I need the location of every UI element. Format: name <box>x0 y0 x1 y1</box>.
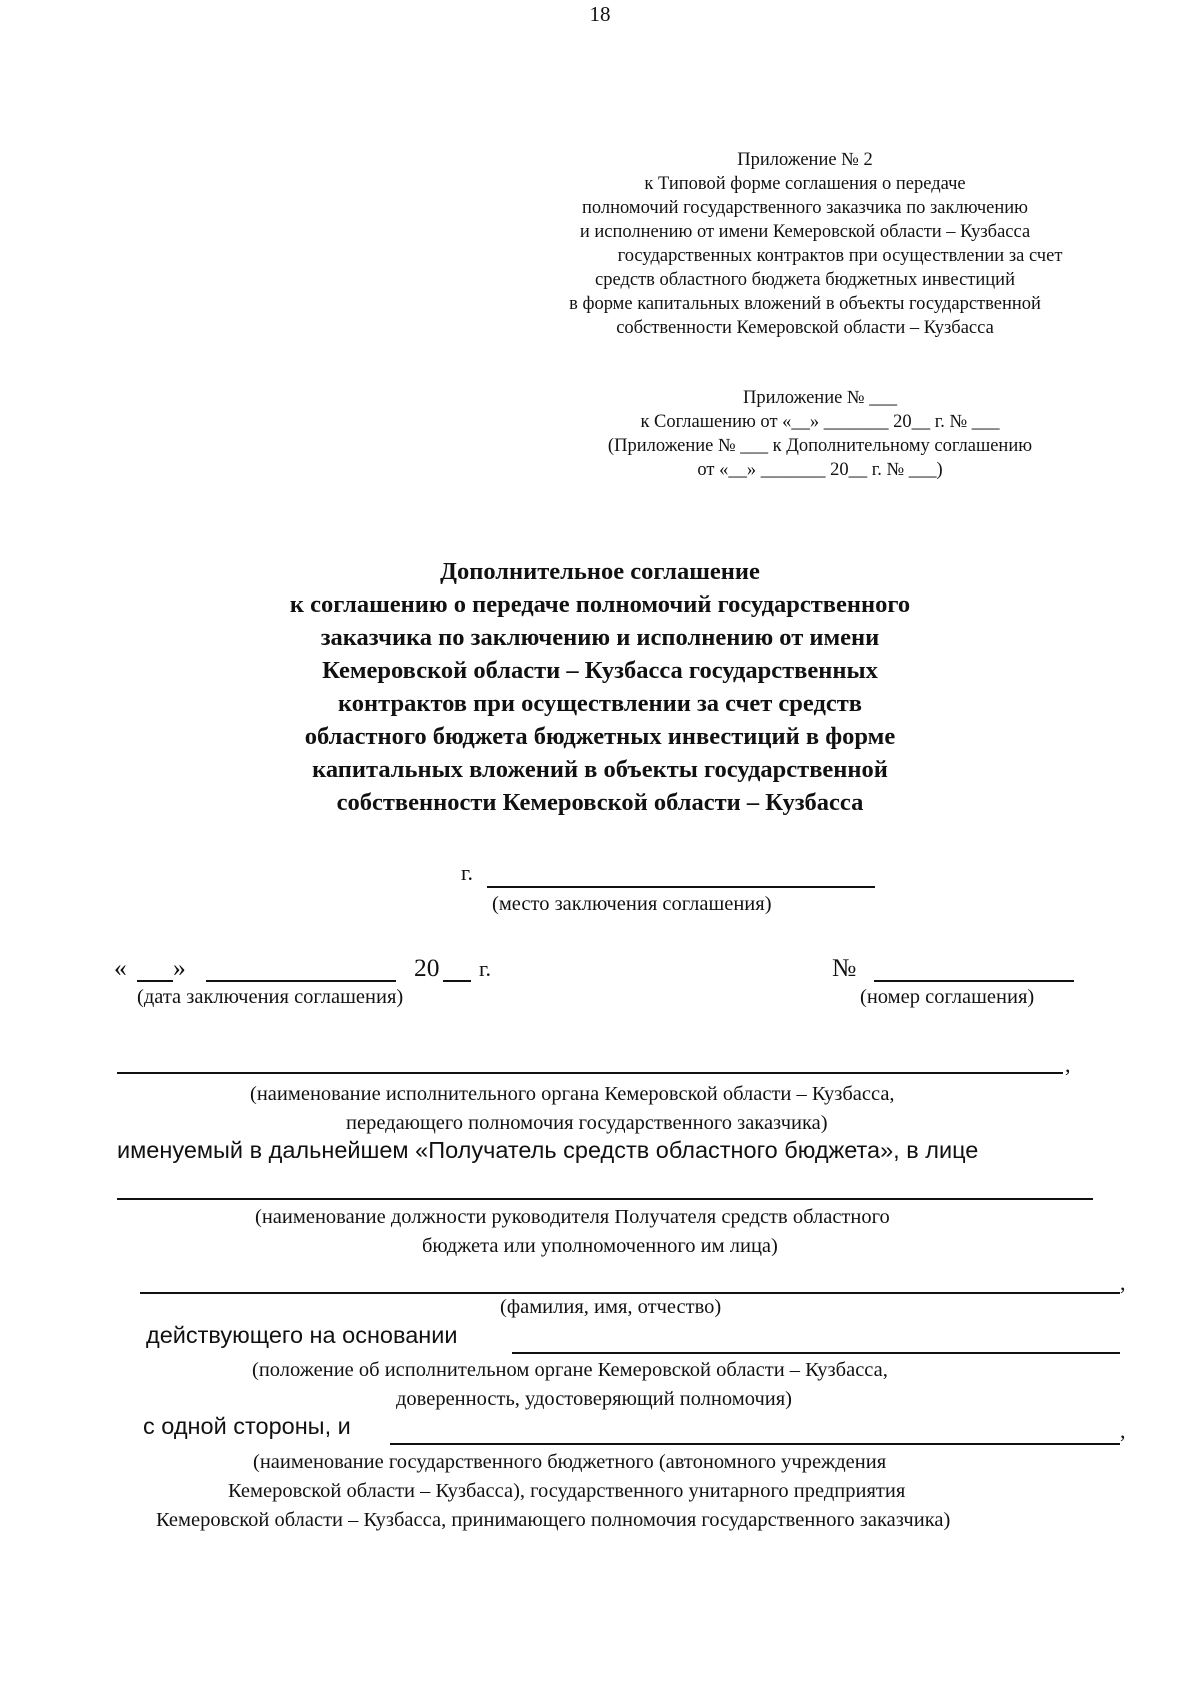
title-line: контрактов при осуществлении за счет средств <box>337 690 863 717</box>
appendix-line: полномочий государственного заказчика по заключению <box>582 198 1028 218</box>
title-line: заказчика по заключению и исполнению от имени <box>320 624 880 651</box>
number-label: № <box>832 953 857 982</box>
institution-comma: , <box>1120 1418 1126 1443</box>
org-name-comma: , <box>1065 1052 1071 1077</box>
appendix-line: к Типовой форме соглашения о передаче <box>644 174 966 194</box>
date-day-field[interactable] <box>137 956 173 982</box>
date-year-suffix: г. <box>479 956 492 981</box>
fio-caption: (фамилия, имя, отчество) <box>500 1296 722 1318</box>
agreement-appendix-line: от «__» _______ 20__ г. № ___) <box>697 460 943 480</box>
appendix-line: государственных контрактов при осуществлении за счет <box>617 246 1063 266</box>
appendix-header <box>520 148 1090 340</box>
place-caption: (место заключения соглашения) <box>492 893 772 915</box>
named-as-text: именуемый в дальнейшем «Получатель средств областного бюджета», в лице <box>117 1137 979 1163</box>
title-line: капитальных вложений в объекты государственной <box>312 756 888 783</box>
document-title <box>150 555 1050 819</box>
title-line: к соглашению о передаче полномочий государственного <box>289 591 911 618</box>
position-field[interactable] <box>117 1178 1093 1200</box>
acting-basis-label: действующего на основании <box>146 1322 458 1348</box>
agreement-appendix-line: к Соглашению от «__» _______ 20__ г. № ___ <box>640 412 1000 432</box>
position-caption-1: (наименование должности руководителя Получателя средств областного <box>255 1206 890 1228</box>
fio-comma: , <box>1120 1270 1126 1295</box>
title-line: Дополнительное соглашение <box>440 558 760 585</box>
number-caption: (номер соглашения) <box>860 986 1035 1008</box>
org-name-field[interactable] <box>117 1050 1063 1074</box>
org-caption-1: (наименование исполнительного органа Кемеровской области – Кузбасса, <box>250 1083 895 1105</box>
agreement-appendix-line: (Приложение № ___ к Дополнительному соглашению <box>607 436 1033 456</box>
org-caption-2: передающего полномочия государственного заказчика) <box>346 1112 828 1134</box>
date-caption: (дата заключения соглашения) <box>137 986 404 1008</box>
institution-field[interactable] <box>390 1421 1120 1445</box>
institution-caption-3: Кемеровской области – Кузбасса, принимающего полномочия государственного заказчика) <box>156 1509 951 1531</box>
appendix-line: и исполнению от имени Кемеровской области – Кузбасса <box>579 222 1031 242</box>
number-field[interactable] <box>874 956 1074 982</box>
page-number: 18 <box>589 2 611 26</box>
agreement-appendix <box>570 386 1070 482</box>
appendix-line: средств областного бюджета бюджетных инвестиций <box>595 270 1015 290</box>
date-month-field[interactable] <box>206 956 396 982</box>
title-line: собственности Кемеровской области – Кузбасса <box>336 789 864 816</box>
fio-field[interactable] <box>140 1272 1120 1294</box>
one-side-label: с одной стороны, и <box>143 1413 351 1439</box>
appendix-line: собственности Кемеровской области – Кузбасса <box>616 318 994 338</box>
agreement-appendix-line: Приложение № ___ <box>743 388 897 408</box>
acting-basis-field[interactable] <box>512 1330 1120 1354</box>
basis-caption-1: (положение об исполнительном органе Кемеровской области – Кузбасса, <box>252 1359 888 1381</box>
basis-caption-2: доверенность, удостоверяющий полномочия) <box>396 1388 792 1410</box>
institution-caption-1: (наименование государственного бюджетного (автономного учреждения <box>253 1451 887 1473</box>
place-field[interactable] <box>487 864 875 888</box>
date-close-quote: » <box>173 953 186 982</box>
date-open-quote: « <box>114 953 127 982</box>
appendix-title: Приложение № 2 <box>737 150 873 170</box>
title-line: Кемеровской области – Кузбасса государственных <box>322 657 878 684</box>
date-year-prefix: 20 <box>414 953 440 982</box>
date-year-field[interactable] <box>443 956 471 982</box>
title-line: областного бюджета бюджетных инвестиций в форме <box>304 723 896 750</box>
institution-caption-2: Кемеровской области – Кузбасса), государственного унитарного предприятия <box>228 1480 906 1502</box>
appendix-line: в форме капитальных вложений в объекты государственной <box>569 294 1041 314</box>
position-caption-2: бюджета или уполномоченного им лица) <box>422 1235 778 1257</box>
place-label: г. <box>461 860 474 885</box>
